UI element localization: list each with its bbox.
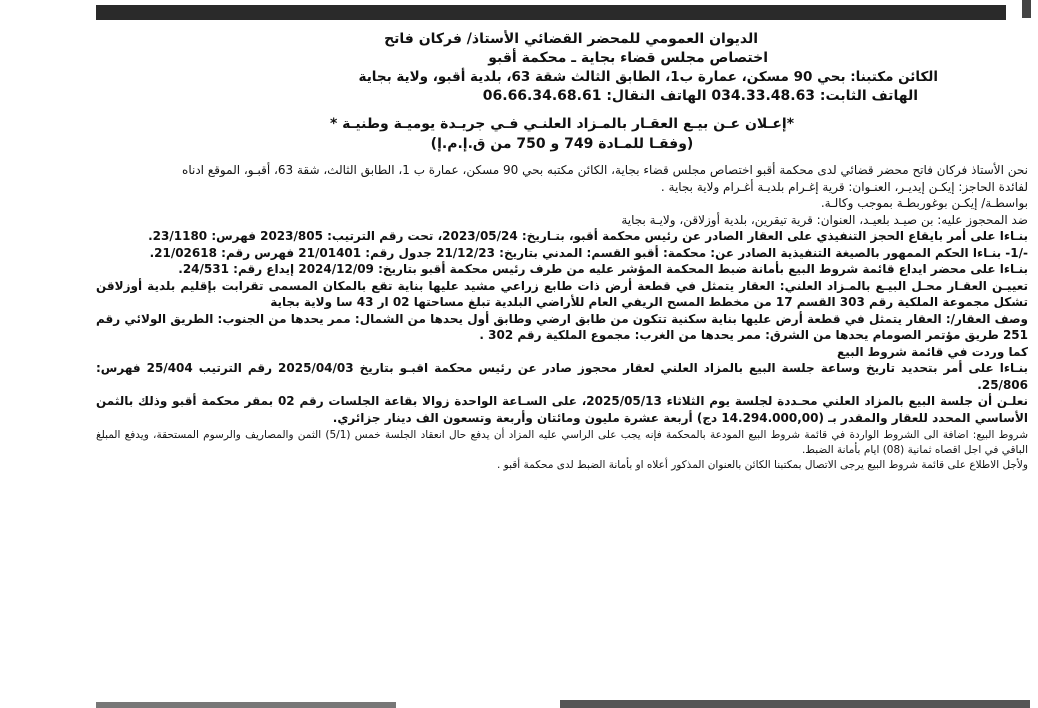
creditor-line: لفائدة الحاجز: إيكـن إيديـر، العنـوان: قرية إغـرام بلديـة أغـرام ولاية بجاية . (660, 179, 1028, 194)
jurisdiction: اختصاص مجلس قضاء بجاية ـ محكمة أقبو (488, 50, 768, 66)
auction-announcement: نعلـن أن جلسة البيع بالمزاد العلني محـددة لجلسة يوم الثلاثاء 2025/05/13، على السـاعة الواحدة زوالا بقاعة الجلسات رقم 02 بمقر محكمة أقبو وذلك بالثمن الأساسي المحدد للعقار والمقدر بـ (14.294.000,00 دج) أربعة عشرة مليون ومائتان وأربعة وتسعون الف دينار جزائري. (96, 394, 1028, 425)
property-designation: تعييـن العقـار محـل البيـع بالمـزاد العلني: العقار يتمثل في قطعة أرض ذات طابع زراعي مشيد عليها بناية تقع بالمكان المسمى تقرابت بإقليم بلدية أوزلاقن تشكل مجموعة الملكية رقم 303 القسم 17 من مخطط المسح الريفي العام للأراضي البلدية تبلغ مساحتها 02 ار 43 سا ولاية بجاية (96, 278, 1028, 309)
scan-border-corner (1022, 0, 1031, 18)
sale-conditions: شروط البيع: اضافة الى الشروط الواردة في قائمة شروط البيع المودعة بالمحكمة فإنه يجب على الراسي عليه المزاد أن يدفع حال انعقاد الجلسة خمس (5/1) الثمن والمصاريف والرسوم المستحقة، ويدفع المبلغ الباقي في اجل اقصاه ثمانية (08) ايام بأمانة الضبط. (96, 429, 1028, 456)
office-phones: الهاتف الثابت: 034.33.48.63 الهاتف النقال: 06.66.34.68.61 (482, 88, 918, 104)
notice-title: *إعـلان عـن بيـع العقـار بالمـزاد العلنـي فـي جريـدة يوميـة وطنيـة * (329, 116, 795, 132)
hearing-order: بنـاءا على أمر بتحديد تاريخ وساعة جلسة البيع بالمزاد العلني لعقار محجوز صادر عن رئيس محكمة اقبـو بتاريخ 2025/04/03 رقم الترتيب 25/404 فهرس: 25/806. (96, 361, 1028, 392)
conditions-deposit: بنـاءا على محضر ايداع قائمة شروط البيع بأمانة ضبط المحكمة المؤشر عليه من طرف رئيس محكمة أقبو بتاريخ: 2024/12/09 إيداع رقم: 24/531. (178, 262, 1028, 276)
judgment-reference: -/1- بنـاءا الحكم الممهور بالصيغة التنفيذية الصادر عن: محكمة: أقبو القسم: المدني بتاريخ: 21/12/23 جدول رقم: 21/01401 فهرس رقم: 21/02618. (149, 245, 1028, 260)
property-description: وصف العقار/: العقار يتمثل في قطعة أرض عليها بناية سكنية تتكون من طابق ارضي وطابق أول يحدها من الشمال: ممر يحدها من الجنوب: الطريق الولائي رقم 251 طريق مؤتمر الصومام يحدها من الشرق: ممر يحدها من الغرب: مجموع الملكية رقم 302 . (96, 311, 1028, 342)
scan-border-top (96, 5, 1006, 20)
intro-paragraph: نحن الأستاذ فركان فاتح محضر قضائي لدى محكمة أقبو اختصاص مجلس قضاء بجاية، الكائن مكتبه بحي 90 مسكن، عمارة ب 1، الطابق الثالث، شقة 63، أقبـو، الموقع ادناه (182, 163, 1028, 177)
notice-legal-basis: (وفقـا للمـادة 749 و 750 من ق.إ.م.إ) (430, 136, 694, 152)
auction-notice-document (96, 30, 1028, 698)
contact-note: ولأجل الاطلاع على قائمة شروط البيع يرجى الاتصال بمكتبنا الكائن بالعنوان المذكور أعلاه او بأمانة الضبط لدى محكمة أقبو . (497, 459, 1028, 471)
seizure-order: بنـاءا على أمر بايقاع الحجز التنفيذي على العقار الصادر عن رئيس محكمة أقبو، بتـاريخ: 2023/05/24، تحت رقم الترتيب: 2023/805 فهرس: 23/1180. (148, 229, 1028, 243)
conditions-reference: كما وردت في قائمة شروط البيع (837, 344, 1028, 359)
scan-border-bottom-left (96, 702, 396, 708)
office-name: الديوان العمومي للمحضر القضائي الأستاذ/ فركان فاتح (384, 31, 758, 47)
office-address: الكائن مكتبنا: بحي 90 مسكن، عمارة ب1، الطابق الثالث شقة 63، بلدية أقبو، ولاية بجاية (358, 69, 938, 85)
scan-border-bottom (560, 700, 1030, 708)
representative-line: بواسطـة/ إيكـن بوغوربطـة بموجب وكالـة. (820, 196, 1028, 210)
debtor-line: ضد المحجوز عليه: بن صيـد بلعيـد، العنوان: قرية تيقرين، بلدية أوزلاقن، ولايـة بجاية (621, 212, 1028, 227)
